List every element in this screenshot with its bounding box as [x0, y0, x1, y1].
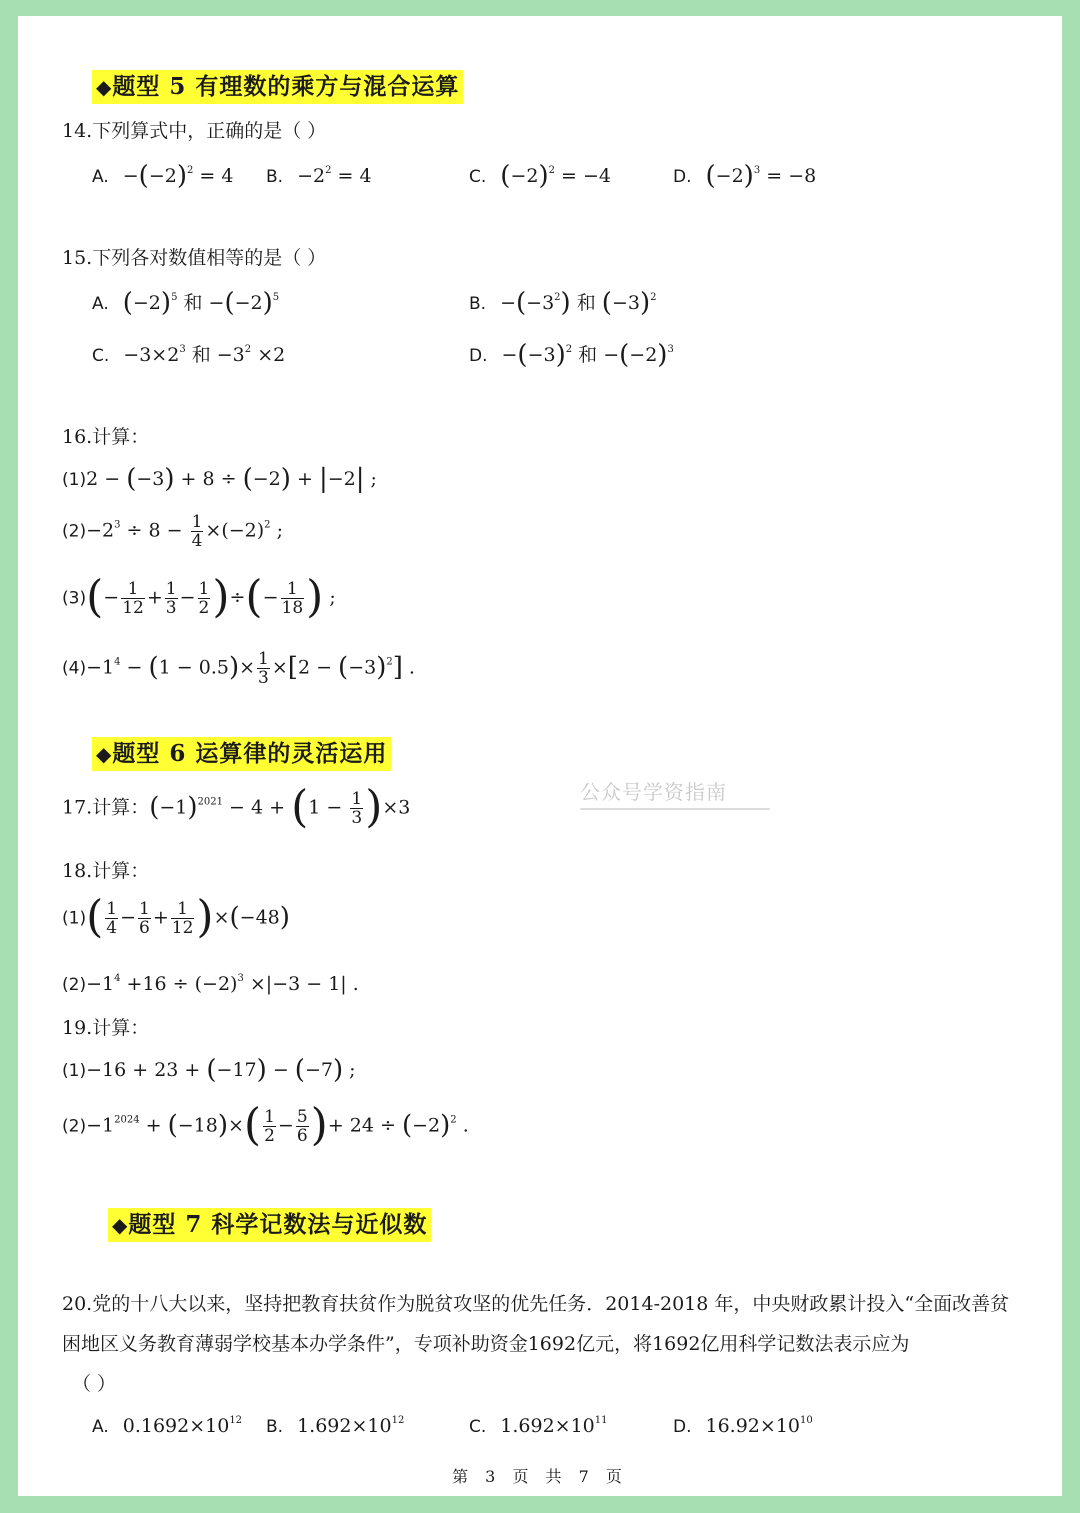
fraction: $\frac{1}{18}$	[281, 579, 304, 618]
question-18: 18.计算：	[62, 860, 150, 882]
option-label: C.	[92, 346, 110, 366]
option-label: C.	[469, 167, 487, 187]
q18-part-1: (1)( $\frac{1}{4}$ − $\frac{1}{6}$ + $\frac{1}{12}$ )×(−48)	[62, 891, 290, 943]
section-6-title: 题型 6 运算律的灵活运用	[112, 740, 388, 767]
part-label: (2)	[62, 521, 87, 542]
fraction: $\frac{1}{12}$	[122, 579, 144, 618]
fraction: $\frac{1}{4}$	[191, 512, 203, 551]
question-17: 17.计算：$(-1)^{2021} - 4 + (1$ − $\frac{1}{3}$ )×3	[62, 781, 411, 833]
q20-option-a[interactable]: A. $0.1692\times 10^{12}$	[92, 1415, 243, 1437]
section-6-banner	[92, 737, 391, 771]
q16-part-1: (1)2 − (−3) + 8 ÷ (−2) + |−2| ;	[62, 464, 377, 494]
q18-part-2: $(2)-1^4 +16 \div (-2)^3 \times|-3 - 1|$ .	[62, 973, 359, 995]
fraction: $\frac{1}{2}$	[198, 579, 210, 618]
part-label: (1)	[62, 908, 87, 929]
option-label: D.	[469, 346, 488, 366]
option-label: C.	[469, 1417, 487, 1437]
question-14: 14.下列算式中，正确的是（ ）	[62, 120, 327, 142]
q16-part-4: $(4)-1^4 - (1 - 0.5)\times$ $\frac{1}{3}$ $\times[2 - (-3)^2]$ .	[62, 649, 415, 688]
q19-part-1: (1)−16 + 23 + (−17) − (−7) ;	[62, 1055, 356, 1085]
fraction: $\frac{1}{4}$	[106, 899, 118, 938]
question-15: 15.下列各对数值相等的是（ ）	[62, 247, 327, 269]
option-label: B.	[266, 167, 284, 187]
section-5-banner	[92, 70, 463, 104]
option-label: A.	[92, 294, 109, 314]
q14-option-c[interactable]: C. $(-2)^2 = -4$	[469, 161, 611, 191]
question-16: 16.计算：	[62, 426, 150, 448]
part-label: (1)	[62, 470, 87, 490]
diamond-icon: ◆	[96, 742, 113, 766]
diamond-icon: ◆	[112, 1213, 129, 1237]
option-label: D.	[673, 167, 692, 187]
part-label: (1)	[62, 1061, 87, 1081]
fraction: $\frac{1}{12}$	[171, 899, 194, 938]
answer-parens: （ ）	[72, 1373, 117, 1395]
page-footer: 第 3 页 共 7 页	[452, 1467, 628, 1486]
q15-option-b[interactable]: B. $-(-3^2)$ 和 $(-3)^2$	[469, 288, 657, 318]
option-label: B.	[469, 294, 487, 314]
q20-option-d[interactable]: D. $16.92\times 10^{10}$	[673, 1415, 813, 1437]
part-label: (2)	[62, 975, 87, 995]
option-label: D.	[673, 1417, 692, 1437]
part-label: (4)	[62, 658, 87, 679]
q15-option-c[interactable]: C. $-3\times 2^3$ 和 $-3^2 \times 2$	[92, 344, 286, 366]
fraction: $\frac{1}{3}$	[258, 649, 269, 688]
q16-part-2: $(2)-2^3 \div 8$ − $\frac{1}{4}$ $\times(-2)^2$ ;	[62, 512, 283, 551]
option-label: A.	[92, 1417, 109, 1437]
question-20: 20.党的十八大以来，坚持把教育扶贫作为脱贫攻坚的优先任务．2014-2018 年，中央财政累计投入“全面改善贫困地区义务教育薄弱学校基本办学条件”，专项补助资金1692亿元，将1692亿用科学记数法表示应为	[62, 1293, 1010, 1355]
q20-option-b[interactable]: B. $1.692\times 10^{12}$	[266, 1415, 405, 1437]
part-label: (3)	[62, 588, 87, 609]
fraction: $\frac{1}{6}$	[139, 899, 150, 938]
q16-part-3: (3)(− $\frac{1}{12}$ + $\frac{1}{3}$ − $\frac{1}{2}$ )÷(− $\frac{1}{18}$ ) ;	[62, 571, 336, 623]
fraction: $\frac{1}{3}$	[165, 579, 177, 618]
q14-option-b[interactable]: B. $-2^2 = 4$	[266, 165, 372, 187]
fraction: $\frac{5}{6}$	[296, 1107, 308, 1146]
q14-option-d[interactable]: D. $(-2)^3 = -8$	[673, 161, 817, 191]
watermark-swoosh	[580, 808, 770, 810]
section-7-banner	[108, 1208, 431, 1242]
q14-option-a[interactable]: A. $-(-2)^2 = 4$	[92, 161, 234, 191]
q15-option-a[interactable]: A. $(-2)^5$ 和 $-(-2)^5$	[92, 288, 280, 318]
q17-stem: 17.计算：	[62, 796, 150, 819]
part-label: (2)	[62, 1116, 87, 1137]
fraction: $\frac{1}{3}$	[351, 789, 363, 828]
section-5-title: 题型 5 有理数的乘方与混合运算	[112, 73, 460, 100]
q20-option-c[interactable]: C. $1.692\times 10^{11}$	[469, 1415, 608, 1437]
diamond-icon: ◆	[96, 75, 113, 99]
q19-part-2: $(2)-1^{2024} + (-18)\times$( $\frac{1}{2}$ − $\frac{5}{6}$ )+ $24 \div (-2)^2$ .	[62, 1099, 469, 1151]
question-19: 19.计算：	[62, 1017, 150, 1039]
section-7-title: 题型 7 科学记数法与近似数	[128, 1211, 428, 1238]
option-label: B.	[266, 1417, 284, 1437]
option-label: A.	[92, 167, 109, 187]
watermark: 公众号学资指南	[580, 780, 727, 804]
fraction: $\frac{1}{2}$	[264, 1107, 275, 1146]
q15-option-d[interactable]: D. $-(-3)^2$ 和 $-(-2)^3$	[469, 340, 674, 370]
